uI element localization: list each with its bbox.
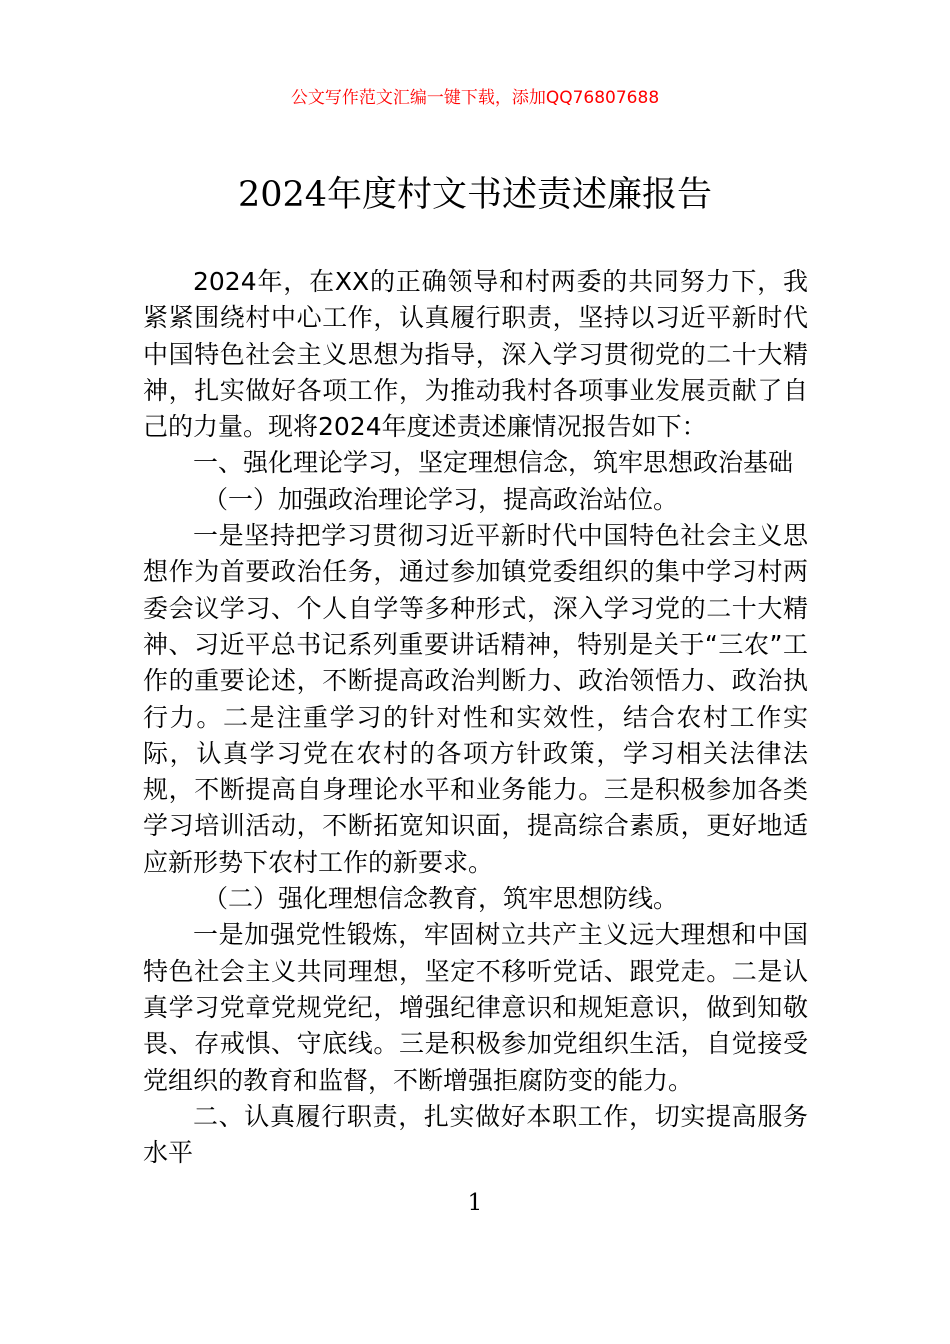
body-paragraph-1-1: 一是坚持把学习贯彻习近平新时代中国特色社会主义思想作为首要政治任务，通过参加镇党委组织的集中学习村两委会议学习、个人自学等多种形式，深入学习党的二十大精神、习近平总书记系列重要讲话精神，特别是关于“三农”工作的重要论述，不断提高政治判断力、政治领悟力、政治执行力。二是注重学习的针对性和实效性，结合农村工作实际，认真学习党在农村的各项方针政策，学习相关法律法规，不断提高自身理论水平和业务能力。三是积极参加各类学习培训活动，不断拓宽知识面，提高综合素质，更好地适应新形势下农村工作的新要求。 — [143, 521, 808, 877]
body-paragraph-1-2: 一是加强党性锻炼，牢固树立共产主义远大理想和中国特色社会主义共同理想，坚定不移听党话、跟党走。二是认真学习党章党规党纪，增强纪律意识和规矩意识，做到知敬畏、存戒惧、守底线。三是积极参加党组织生活，自觉接受党组织的教育和监督，不断增强拒腐防变的能力。 — [143, 920, 808, 1095]
section-heading-2: 二、认真履行职责，扎实做好本职工作，切实提高服务水平 — [143, 1101, 808, 1168]
document-title: 2024年度村文书述责述廉报告 — [237, 175, 713, 215]
document-body — [143, 264, 808, 1171]
subsection-heading-1-2: （二）强化理想信念教育，筑牢思想防线。 — [203, 884, 679, 914]
intro-paragraph: 2024年，在XX的正确领导和村两委的共同努力下，我紧紧围绕村中心工作，认真履行职责，坚持以习近平新时代中国特色社会主义思想为指导，深入学习贯彻党的二十大精神，扎实做好各项工作，为推动我村各项事业发展贡献了自己的力量。现将2024年度述责述廉情况报告如下： — [143, 267, 808, 442]
section-heading-1: 一、强化理论学习，坚定理想信念，筑牢思想政治基础 — [193, 448, 794, 478]
subsection-heading-1-1: （一）加强政治理论学习，提高政治站位。 — [203, 484, 679, 514]
header-promo-note: 公文写作范文汇编一键下载，添加QQ76807688 — [290, 88, 660, 108]
page-number: 1 — [467, 1190, 483, 1216]
